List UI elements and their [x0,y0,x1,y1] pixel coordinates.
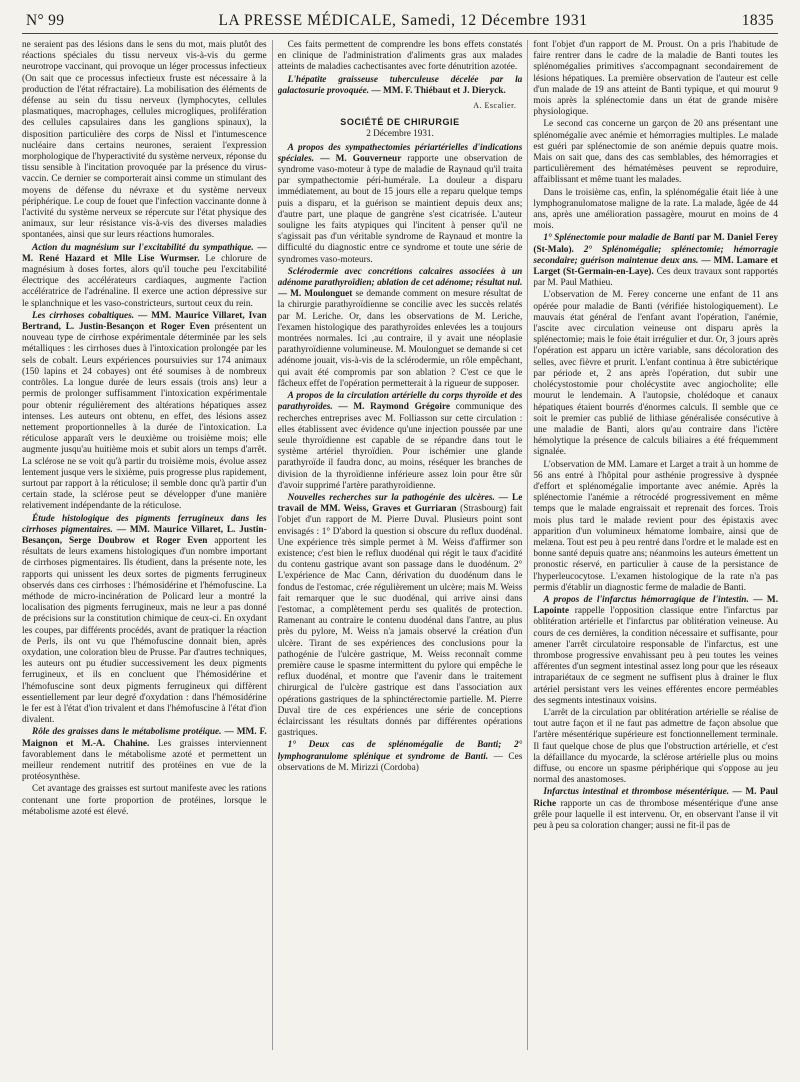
article-authors: — MM. Maurice Villaret, Ivan Bertrand, L. Justin-Besançon et Roger Even [22,310,267,333]
article-title: Rôle des graisses dans le métabolisme protéique. [32,727,222,738]
article-title: 1° Splénectomie pour maladie de Banti [543,233,695,244]
article-title: Sclérodermie avec concrétions calcaires associées à un adénome parathyroïdien; ablation de cet adénome; résultat nul. [277,266,523,289]
article-text: Ces deux travaux sont rapportés par M. Paul Mathieu. [533,267,779,289]
paragraph: font l'objet d'un rapport de M. Proust. On a pris l'habitude de faire rentrer dans le cadre de la maladie de Banti toutes les splénomégalies primitives s'accompagnant secondairement de lésions hépatiques. La première observation de l'auteur est celle d'un malade de 19 ans atteint de Banti typique, et qui mourut 9 mois après la splénectomie dans un état de grande misère physiologique. [533,40,779,118]
article [533,787,778,832]
article-title: A propos de l'infarctus hémorragique de l'intestin. [543,594,749,605]
article-text: (Strasbourg) fait l'objet d'un rapport de M. Pierre Duval. Plusieurs point sont envisagés : 1° D'abord la question si obscure du reflux duodénal. Une expérience très simple permet à M. Weiss d'affirmer son existence; c'est bien le reflux duodénal qui régit le taux d'acidité du contenu gastrique avant son passage dans le duodénum. 2° L'expérience de Mac Cann, dérivation du duodénum dans le fondus de l'estomac, crée régulièrement un ulcère; mais M. Weiss fait remarquer que le suc duodénal, qui arrive ainsi dans l'estomac, a complètement perdu ses qualités de protection. Ramenant au contraire le contenu duodénal dans l'antre, au plus près du pylore, M. Weiss n'a jamais observé la création d'un ulcère. Tirant de ses expériences des conclusions pour la pathogénie de l'ulcère gastrique, M. Weiss reconnaît comme première cause le spasme intermittent du pylore qui empêche le reflux duodénal, et montre que l'avenir dans le traitement chirurgical de l'ulcère gastrique est dans l'association aux opérations gastriques de la sphinctérectomie partielle. M. Pierre Duval tire de ces expériences une série de conceptions éclaircissant les résultats donnés par différentes opérations gastriques. [277,504,523,739]
columns [22,40,778,1080]
article-text: Le chlorure de magnésium à doses fortes, alors qu'il touche peu l'excitabilité électrique des accélérateurs cardiaques, augmente l'action accélératrice de l'adrénaline. Il exerce une action dépressive sur le splanchnique et les vaso-constricteurs, surtout ceux du rein. [22,253,267,309]
article-text: apportent les résultats de leurs examens histologiques d'un nombre important de cirrhoses pigmentaires. Ils étudient, dans la présente note, les rapports qui unissent les deux sortes de pigments ferrugineux observés dans ces cirrhoses : l'hémosidérine et l'hémofuscine. La méthode de micro-incinération de Policard leur a montré la localisation des pigments ferrugineux, mais ne leur a pas donné de précisions sur la constitution chimique de ceux-ci. En oxydant les coupes, par différents procédés, avant de pratiquer la réaction de Perls, ils ont vu que l'hémofuscine donnait bien, après oxydation, une coloration bleu de Prusse. Par d'autres techniques, les auteurs ont pu étudier successivement les deux pigments ferrugineux, et ils en concluent que l'hémosidérine et l'hémofuscine sont deux pigments ferrugineux qui diffèrent essentiellement par leur degré d'oxydation : dans l'hémosidérine le fer est à l'état d'ion trivalent et dans l'hémofuscine à l'état d'ion divalent. [22,535,267,726]
paragraph: L'observation de MM. Lamare et Larget a trait à un homme de 56 ans entré à l'hôpital pour asthénie progressive à dyspnée d'effort et splénomégalie importante avec anémie. Après la splénectomie l'anémie a rétrocédé progressivement en même temps que le malade engraissait et reprenait des forces. Trois mois plus tard le malade revient pour des épistaxis avec apparition d'un volumineux hématome lombaire, ainsi que de melæna. Tout est peu à peu rentré dans l'ordre et le malade est en bonne santé depuis quatre ans; néanmoins les auteurs émettent un pronostic réservé, en particulier à cause de la persistance de l'hyperleucocytose. L'examen histologique de la rate n'a pas permis d'établir un diagnostic ferme de maladie de Banti. [533,459,779,593]
article [22,243,267,310]
section-date: 2 Décembre 1931. [366,128,434,139]
section-heading: SOCIÉTÉ DE CHIRURGIE [340,117,460,128]
article [278,493,523,739]
article-title: 2° Splénomégalie; splénectomie; hémorragie secondaire; guérison maintenue deux ans. [533,244,779,266]
article-text: — Ces observations de M. Mirizzi (Cordoba) [277,751,523,773]
article-authors: — MM. F. Thiébaut et J. Dieryck. [371,85,506,96]
article [22,311,267,513]
paragraph: Cet avantage des graisses est surtout manifeste avec les rations contenant une forte proportion de protéines, lorsque le métabolisme azoté est élevé. [22,784,267,817]
article [278,143,523,266]
journal-title: LA PRESSE MÉDICALE, Samedi, 12 Décembre 1931 [218,12,588,29]
article-authors: — MM. Maurice Villaret, L. Justin-Besançon, Serge Doubrow et Roger Even [22,524,267,546]
article [533,595,778,707]
article-authors: — M. Moulonguet [277,289,353,300]
article [278,391,523,492]
article [278,75,523,97]
article-text: se demande comment on mesure résultat de la chirurgie parathyroïdienne se concilie avec les succès relatés par M. Leriche. Or, dans les observations de M. Leriche, l'examen histologique des parathyroïdes enlevées les a toujours montrées normales. Ici ,au contraire, il y avait une néoplasie parathyroïdienne volumineuse. M. Moulonguet se demande si cet adénome jouait, vis-à-vis de la sclérodermie, un rôle empêchant, qui avait été compromis par son ablation ? C'est ce que le fâcheux effet de l'opération permetterait à la rigueur de supposer. [277,289,523,389]
article-title: Les cirrhoses cobaltiques. [32,310,135,321]
paragraph: Le second cas concerne un garçon de 20 ans présentant une splénomégalie avec anémie et hémorragies multiples. Le malade est guéri par splénectomie de son anémie depuis quatre mois. Mais on sait que, dans des cas semblables, des hémorragies et particulièrement des hématémèses peuvent se reproduire, affaiblissant et même tuant les malades. [533,119,779,186]
article-authors: — MM. F. Maignon et M.-A. Chahine. [22,727,267,749]
paragraph: Ces faits permettent de comprendre les bons effets constatés en clinique de l'administration d'aliments gras aux malades atteints de maladies cachectisantes avec forte dénutrition azotée. [277,40,523,73]
article-text: rapporte un cas de thrombose mésentérique d'une anse grêle pour laquelle il est intervenu. Or, en observant l'anse il vit peu à peu sa coloration changer; aussi ne fit-il pas de [533,798,779,832]
article-authors: — Le travail de MM. Weiss, Graves et Gurriaran [277,492,523,515]
article-authors: — M. Paul Riche [533,787,778,809]
article-title: L'hépatite graisseuse tuberculeuse décelée par la galactosurie provoquée. [277,74,523,96]
article-authors: par M. Daniel Ferey (St-Malo). [533,233,779,255]
article-title: Infarctus intestinal et thrombose mésentérique. [543,787,730,798]
article-authors: — M. René Hazard et Mlle Lise Wurmser. [22,242,267,264]
article-text: communique des recherches entreprises avec M. Folliasson sur cette circulation : elles établissent avec évidence qu'une injection poussée par une seule thyroïdienne est capable de se répandre dans tout le système artériel thyroïdien. Pour ischémier une glande parathyroïde il faudra donc, au moins, réséquer les branches de division de la thyroïdienne inférieure assez loin pour être sûr d'avoir supprimé l'artère parathyroïdienne. [277,402,523,491]
article-title: Nouvelles recherches sur la pathogénie des ulcères. [287,492,495,503]
article-authors: — M. Lapointe [533,594,779,617]
paragraph: ne seraient pas des lésions dans le sens du mot, mais plutôt des réactions spéciales du tissu nerveux vis-à-vis du germe neurotrope vaccinant, qui provoque un léger processus infectieux (On sait que ce processus infectieux fruste est nécessaire à la production de l'état réfractaire). La mobilisation des éléments de défense au sein du tissu nerveux (lymphocytes, cellules plasmatiques, macrophages, cellules microgliques, prolifération des cellules capsulaires dans les ganglions spinaux), la disposition particulière des corps de Nissl et l'intumescence nucléaire dans certains neurones, seraient l'expression morphologique de l'hyperactivité du système nerveux, réponse du tissu sensible à l'incitation provoquée par la présence du virus-vaccin. Ce dernier se comporterait ainsi comme un stimulant des moyens de défense du névraxe et du système nerveux périphérique. Le coup de fouet que l'infection vaccinante donne à l'activité du système nerveux se répercute sur l'état physique des animaux, sur leur résistance vis-à-vis des diverses maladies spontanées, ainsi que sur leurs réactions humorales. [22,40,267,241]
paragraph: L'observation de M. Ferey concerne une enfant de 11 ans opérée pour maladie de Banti (vérifiée histologiquement). Le mauvais état général de l'enfant avant l'opération, l'anémie, l'ascite avec circulation veineuse ont disparu après la splénectomie; mais le foie était irrégulier et dur. Or, 3 jours après l'opération est apparu un ictère variable, sans décoloration des selles, avec fièvre et prurit. L'enfant continua à être subictérique par période et, 2 ans après l'opération, dut subir une cholécystostomie pour cholécystite avec angiocholite; elle mourut le lendemain. A l'autopsie, cholédoque et canaux hépatiques étaient bourrés d'énormes calculs. Il semble que ce soit le premier cas publié de lithiase généralisée consécutive à une maladie de Banti, alors qu'au contraire dans l'ictère hémolytique la présence de calculs biliaires a été fréquemment signalée. [533,290,779,458]
article [22,514,267,727]
article-text: rapporte une observation de syndrome vaso-moteur à type de maladie de Raynaud qu'il traita par sympathectomie péri-humérale. La douleur a disparu immédiatement, au bout de 15 jours elle a reparu quelque temps puis a disparu, et la guérison se maintient depuis deux ans; d'autre part, une plaque de gangrène s'est cicatrisée. L'auteur souligne les faits atypiques qui l'incitent à penser qu'il ne s'agissait pas d'un véritable syndrome de Raynaud et montre la difficulté du diagnostic entre ce syndrome et toute une série de syndromes vaso-moteurs. [277,153,523,265]
column-2 [278,40,523,1080]
article-title: Action du magnésium sur l'excitabilité du sympathique. [32,242,254,253]
paragraph: L'arrêt de la circulation par oblitération artérielle se réalise de tout autre façon et il ne faut pas admettre de façon absolue que l'artère mésentérique supérieure est fonctionnellement terminale. Il faut quelque chose de plus que l'obstruction artérielle, et c'est la défaillance du myocarde, la sclérose artérielle plus ou moins diffuse, ou encore un spasme périphérique qui s'oppose au jeu normal des anastomoses. [533,707,779,786]
column-rule [522,40,533,1080]
page-header [22,12,778,34]
article-text: présentent un nouveau type de cirrhose expérimentale déterminée par les sels métalliques : les cirrhoses dues à l'intoxication prolongée par les sels de cobalt. Leurs expériences poursuivies sur 174 animaux (150 lapins et 24 cobayes) ont été soumises à de nombreux contrôles. La longue durée de leurs essais (trois ans) leur a permis de prolonger suffisamment l'intoxication expérimentale pour obtenir régulièrement des altérations hépatiques assez intenses. Les auteurs ont obtenu, en effet, des lésions assez nettement proportionnelles à la durée de l'intoxication. La réticulose apparaît vers le deuxième ou troisième mois; elle augmente jusqu'au huitième mois et subit alors un temps d'arrêt. La sclérose ne se voit qu'à partir du troisième mois, évolue assez lentement jusque vers le sixième, puis progresse plus rapidement, surtout par rapport à la réticulose; il semble donc qu'à partir d'un certain stade, la sclérose peut se développer d'une manière relativement indépendante de la réticulose. [22,322,267,512]
page-number: 1835 [741,12,774,29]
column-1 [22,40,267,1080]
article-authors: — M. Raymond Grégoire [338,402,451,413]
article [278,740,523,774]
signature: A. Escalier. [473,101,517,111]
column-3 [533,40,778,1080]
article-authors: — M. Gouverneur [320,153,402,164]
issue-number: N° 99 [26,12,65,29]
article-title: 1° Deux cas de splénomégalie de Banti; 2° lymphogranulome splénique et syndrome de Banti. [277,740,523,762]
article-title: A propos des sympathectomies périartérielles d'indications spéciales. [277,142,523,164]
article-text: rappelle l'opposition classique entre l'infarctus par oblitération artérielle et l'infarctus par oblitération veineuse. Au cours de ces dernières, la condition nécessaire et suffisante, pour amener l'arrêt circulatoire responsable de l'infarctus, est une thrombose progressive envahissant peu à peu toutes les veines afférentes d'un segment intestinal assez long pour que les réseaux intrapariétaux de ce segment ne suffisent plus à drainer le flux artériel persistant vers les veines efférentes encore perméables des segments intestinaux voisins. [533,606,779,706]
article-title: A propos de la circulation artérielle du corps thyroïde et des parathyroïdes. [277,391,523,413]
paragraph: Dans le troisième cas, enfin, la splénomégalie était liée à une lymphogranulomatose maligne de la rate. La malade, âgée de 44 ans, après une amélioration passagère, mourut en moins de 4 mois. [533,187,779,232]
column-rule [267,40,278,1080]
article [533,233,778,289]
article [22,727,267,783]
article-text: Les graisses interviennent favorablement dans le métabolisme azoté et permettent un meilleur rendement nutritif des protéines en vue de la protéosynthèse. [22,738,267,783]
article-title: Étude histologique des pigments ferrugineux dans les cirrhoses pigmentaires. [22,513,267,535]
article [278,267,523,390]
article-authors: — MM. Lamare et Larget (St-Germain-en-Laye). [533,255,779,278]
